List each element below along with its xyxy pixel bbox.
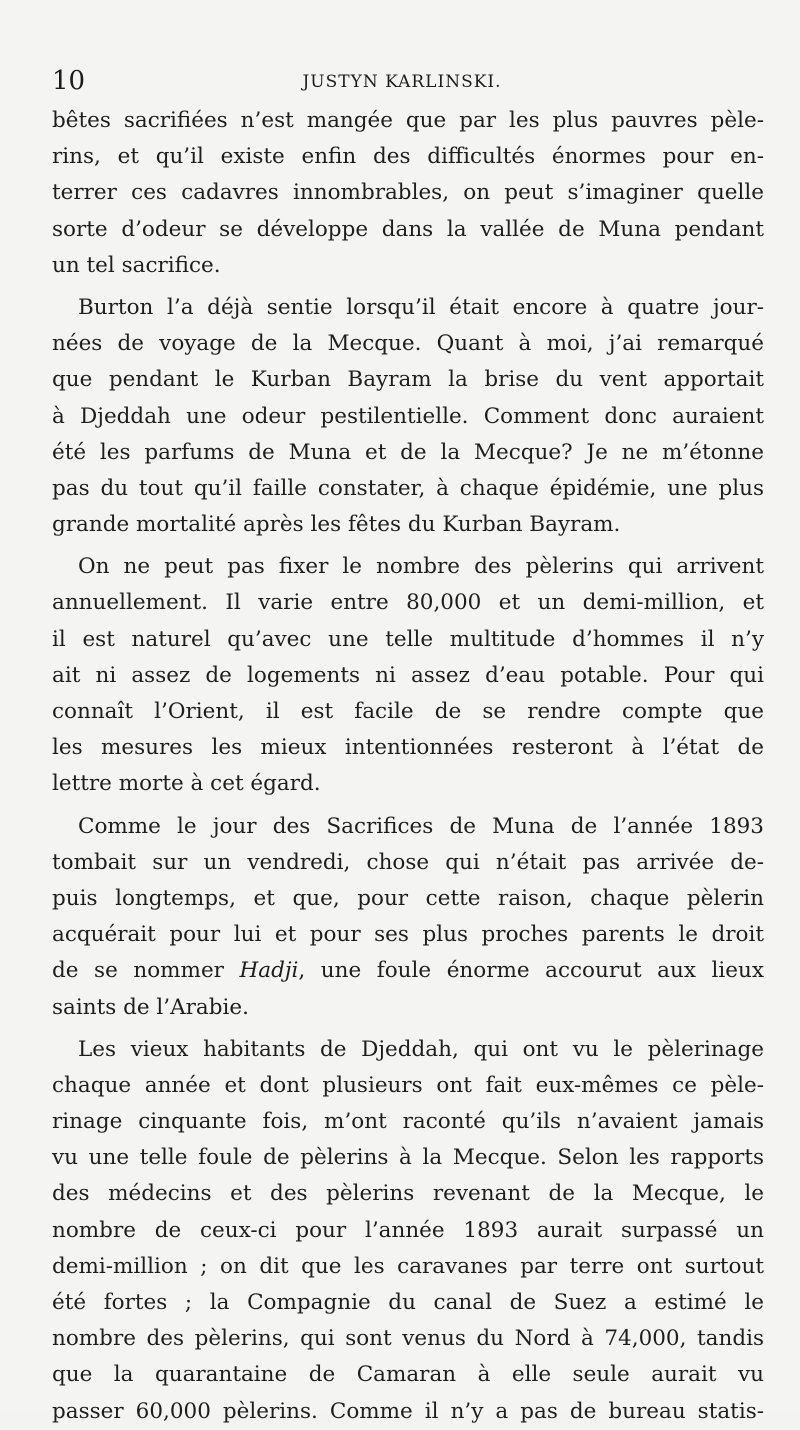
text-line: un tel sacrifice. (52, 252, 221, 278)
text-line: été fortes ; la Compagnie du canal de Suez a estimé le (52, 1290, 764, 1315)
text-line: les mesures les mieux intentionnées resteront à l’état de (52, 735, 764, 761)
text-line: il est naturel qu’avec une telle multitude d’hommes il n’y (52, 626, 764, 652)
text-line: tombait sur un vendredi, chose qui n’était pas arrivée de- (52, 849, 764, 875)
page-header (52, 66, 752, 96)
text-line: saints de l’Arabie. (52, 994, 249, 1020)
text-line: nées de voyage de la Mecque. Quant à moi, j’ai remarqué (52, 331, 764, 357)
paragraph (52, 290, 764, 543)
text-line: été les parfums de Muna et de la Mecque? Je ne m’étonne (52, 439, 764, 465)
paragraph (52, 1032, 764, 1430)
text-line: Burton l’a déjà sentie lorsqu’il était encore à quatre jour- (78, 294, 764, 320)
text-line: On ne peut pas fixer le nombre des pèlerins qui arrivent (78, 554, 764, 580)
text-line: demi-million ; on dit que les caravanes par terre ont surtout (52, 1253, 764, 1279)
paragraph (52, 103, 764, 284)
text-line: acquérait pour lui et pour ses plus proches parents le droit (52, 922, 764, 948)
text-line: de se nommer Hadji, une foule énorme accourut aux lieux (52, 958, 764, 984)
text-line: nombre des pèlerins, qui sont venus du Nord à 74,000, tandis (52, 1326, 764, 1352)
text-line: pas du tout qu’il faille constater, à chaque épidémie, une plus (52, 475, 764, 501)
text-line: terrer ces cadavres innombrables, on peut s’imaginer quelle (52, 180, 764, 206)
text-line: à Djeddah une odeur pestilentielle. Comment donc auraient (52, 403, 764, 429)
text-line: connaît l’Orient, il est facile de se rendre compte que (52, 699, 764, 724)
text-line: chaque année et dont plusieurs ont fait eux-mêmes ce pèle- (52, 1072, 764, 1098)
text-line: Comme le jour des Sacrifices de Muna de l’année 1893 (78, 813, 764, 839)
page-number: 10 (52, 66, 86, 96)
text-line: rinage cinquante fois, m’ont raconté qu’ils n’avaient jamais (52, 1109, 764, 1135)
text-line: que pendant le Kurban Bayram la brise du vent apportait (52, 367, 764, 393)
running-head: JUSTYN KARLINSKI. (302, 72, 502, 92)
paragraph (52, 549, 764, 802)
text-line: sorte d’odeur se développe dans la vallée de Muna pendant (52, 216, 764, 242)
text-line: que la quarantaine de Camaran à elle seule aurait vu (52, 1362, 764, 1388)
body-text (52, 103, 764, 1430)
text-line: annuellement. Il varie entre 80,000 et un demi-million, et (52, 590, 764, 616)
text-line: bêtes sacrifiées n’est mangée que par les plus pauvres pèle- (52, 108, 764, 133)
text-line: vu une telle foule de pèlerins à la Mecque. Selon les rapports (52, 1145, 764, 1171)
text-line: Les vieux habitants de Djeddah, qui ont vu le pèlerinage (78, 1036, 764, 1062)
text-line: grande mortalité après les fêtes du Kurban Bayram. (52, 512, 621, 538)
text-line: des médecins et des pèlerins revenant de la Mecque, le (52, 1181, 764, 1207)
paragraph (52, 809, 764, 1026)
text-line: puis longtemps, et que, pour cette raison, chaque pèlerin (52, 885, 764, 911)
text-line: ait ni assez de logements ni assez d’eau potable. Pour qui (52, 662, 764, 688)
text-line: lettre morte à cet égard. (52, 771, 321, 797)
text-line: rins, et qu’il existe enfin des difficultés énormes pour en- (52, 144, 764, 170)
text-line: nombre de ceux-ci pour l’année 1893 aurait surpassé un (52, 1217, 764, 1243)
text-line: passer 60,000 pèlerins. Comme il n’y a pas de bureau statis- (52, 1398, 764, 1424)
